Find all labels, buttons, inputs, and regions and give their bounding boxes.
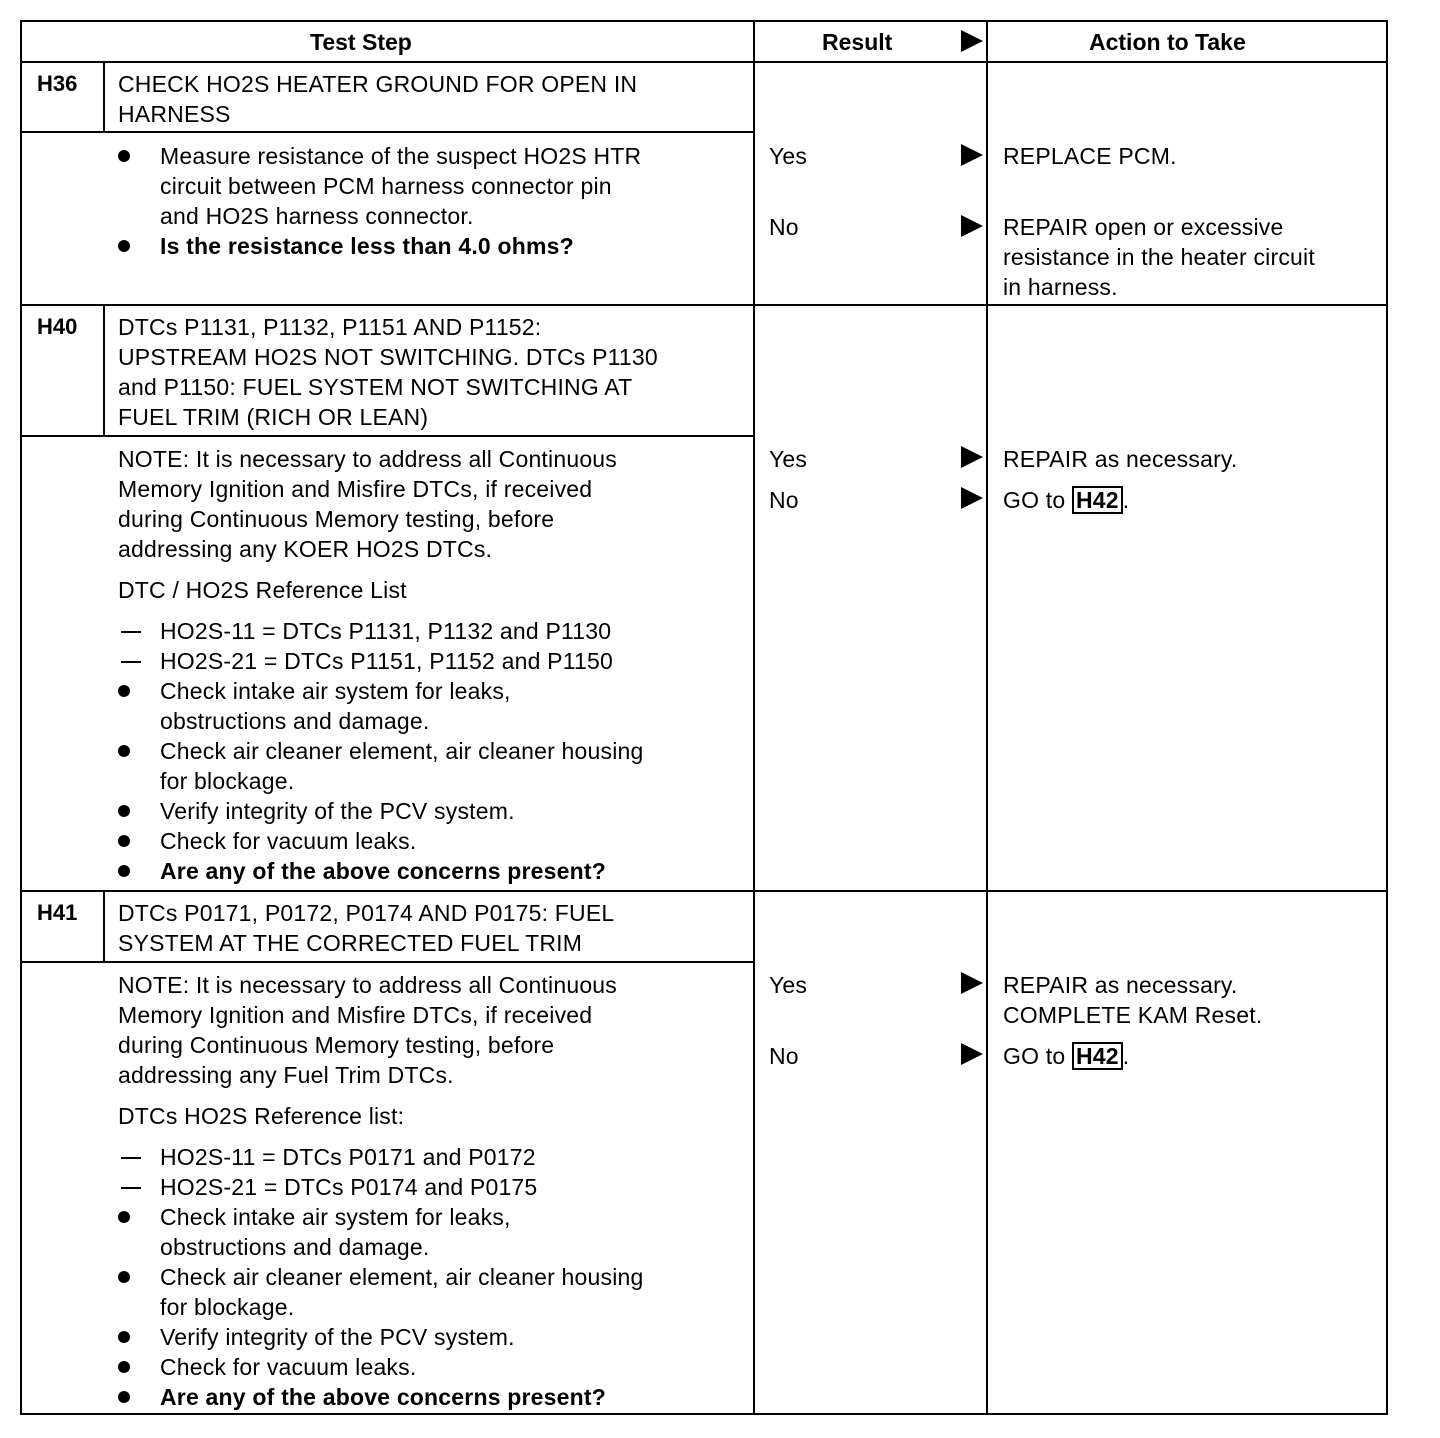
bullet-icon [118,240,130,252]
h36-question: Is the resistance less than 4.0 ohms? [160,233,574,259]
h36-bullet1-line1: Measure resistance of the suspect HO2S HTR [160,143,642,169]
header-arrow-icon [961,30,983,52]
h41-note-line2: Memory Ignition and Misfire DTCs, if received [118,1002,593,1028]
bullet-icon [118,1361,130,1373]
bullet-icon [118,865,130,877]
h41-action-no [1003,1041,1129,1071]
h40-note-line2: Memory Ignition and Misfire DTCs, if received [118,476,593,502]
arrow-right-icon [961,144,983,166]
h41-result-no: No [769,1043,799,1069]
dash-icon [121,661,141,663]
h36-result-yes: Yes [769,143,808,169]
h36-action-no-line2: resistance in the heater circuit [1003,244,1315,270]
h40-b2-line2: for blockage. [160,768,295,794]
table-border-top [20,20,1388,22]
h40-ref-dash1: HO2S-11 = DTCs P1131, P1132 and P1130 [160,618,612,644]
step-id-h41: H41 [37,900,78,925]
h40-result-yes: Yes [769,446,808,472]
header-action: Action to Take [1089,29,1246,55]
h40-b4: Check for vacuum leaks. [160,828,417,854]
h40-b3: Verify integrity of the PCV system. [160,798,515,824]
h36-bullet1-line3: and HO2S harness connector. [160,203,474,229]
h40-note-line1: NOTE: It is necessary to address all Continuous [118,446,618,472]
header-test-step: Test Step [310,29,412,55]
h36-result-no: No [769,214,799,240]
table-border-left [20,20,22,1415]
h41-note-line4: addressing any Fuel Trim DTCs. [118,1062,454,1088]
h41-title-line1: DTCs P0171, P0172, P0174 AND P0175: FUEL [118,900,615,926]
h41-b2-line2: for blockage. [160,1294,295,1320]
h41-result-yes: Yes [769,972,808,998]
h41-ref-dash1: HO2S-11 = DTCs P0171 and P0172 [160,1144,536,1170]
h40-action-no-period: . [1122,487,1130,513]
h40-result-no: No [769,487,799,513]
h36-title-line2: HARNESS [118,101,231,127]
h41-id-rule [103,890,105,963]
h40-ref-title: DTC / HO2S Reference List [118,577,407,603]
arrow-right-icon [961,487,983,509]
h40-note-line3: during Continuous Memory testing, before [118,506,555,532]
h40-action-yes: REPAIR as necessary. [1003,446,1238,472]
h41-b1-line2: obstructions and damage. [160,1234,430,1260]
arrow-right-icon [961,215,983,237]
bullet-icon [118,835,130,847]
h40-title-line3: and P1150: FUEL SYSTEM NOT SWITCHING AT [118,374,633,400]
h41-b4: Check for vacuum leaks. [160,1354,417,1380]
h41-title-rule [20,961,755,963]
h41-b2-line1: Check air cleaner element, air cleaner housing [160,1264,644,1290]
header-result: Result [822,29,893,55]
step-id-h40: H40 [37,314,78,339]
arrow-right-icon [961,446,983,468]
table-border-right [1386,20,1388,1415]
h40-question: Are any of the above concerns present? [160,858,607,884]
h40-b1-line1: Check intake air system for leaks, [160,678,511,704]
bullet-icon [118,150,130,162]
row-rule-h36-h40 [20,304,1388,306]
row-rule-h40-h41 [20,890,1388,892]
bullet-icon [118,1271,130,1283]
h40-action-no-prefix: GO to [1003,487,1066,513]
h42-step-reference[interactable]: H42 [1072,1042,1123,1070]
h36-action-no-line1: REPAIR open or excessive [1003,214,1284,240]
h36-title-rule [20,131,755,133]
arrow-right-icon [961,972,983,994]
col-rule-result-action [986,20,988,1415]
table-border-bottom [20,1413,1388,1415]
h40-title-line1: DTCs P1131, P1132, P1151 AND P1152: [118,314,542,340]
bullet-icon [118,685,130,697]
h36-action-yes: REPLACE PCM. [1003,143,1177,169]
h40-note-line4: addressing any KOER HO2S DTCs. [118,536,493,562]
h41-note-line1: NOTE: It is necessary to address all Continuous [118,972,618,998]
bullet-icon [118,1211,130,1223]
h36-title-line1: CHECK HO2S HEATER GROUND FOR OPEN IN [118,71,638,97]
h41-action-no-prefix: GO to [1003,1043,1066,1069]
h40-action-no [1003,485,1129,515]
h41-note-line3: during Continuous Memory testing, before [118,1032,555,1058]
dash-icon [121,631,141,633]
h36-bullet1-line2: circuit between PCM harness connector pin [160,173,612,199]
bullet-icon [118,745,130,757]
h41-action-yes-line1: REPAIR as necessary. [1003,972,1238,998]
h41-action-yes-line2: COMPLETE KAM Reset. [1003,1002,1263,1028]
h41-title-line2: SYSTEM AT THE CORRECTED FUEL TRIM [118,930,583,956]
h36-action-no-line3: in harness. [1003,274,1118,300]
h41-action-no-period: . [1122,1043,1130,1069]
h41-question: Are any of the above concerns present? [160,1384,607,1410]
step-id-h36: H36 [37,71,78,96]
dash-icon [121,1187,141,1189]
h42-step-reference[interactable]: H42 [1072,486,1123,514]
h40-title-rule [20,435,755,437]
h40-b1-line2: obstructions and damage. [160,708,430,734]
bullet-icon [118,805,130,817]
h40-title-line4: FUEL TRIM (RICH OR LEAN) [118,404,429,430]
h41-b3: Verify integrity of the PCV system. [160,1324,515,1350]
h36-id-rule [103,61,105,133]
dash-icon [121,1157,141,1159]
h40-id-rule [103,304,105,437]
bullet-icon [118,1331,130,1343]
h41-ref-dash2: HO2S-21 = DTCs P0174 and P0175 [160,1174,538,1200]
arrow-right-icon [961,1043,983,1065]
h40-b2-line1: Check air cleaner element, air cleaner housing [160,738,644,764]
h40-title-line2: UPSTREAM HO2S NOT SWITCHING. DTCs P1130 [118,344,658,370]
col-rule-step-result [753,20,755,1415]
bullet-icon [118,1391,130,1403]
h41-ref-title: DTCs HO2S Reference list: [118,1103,405,1129]
h40-ref-dash2: HO2S-21 = DTCs P1151, P1152 and P1150 [160,648,613,674]
header-rule [20,61,1388,63]
h41-b1-line1: Check intake air system for leaks, [160,1204,511,1230]
